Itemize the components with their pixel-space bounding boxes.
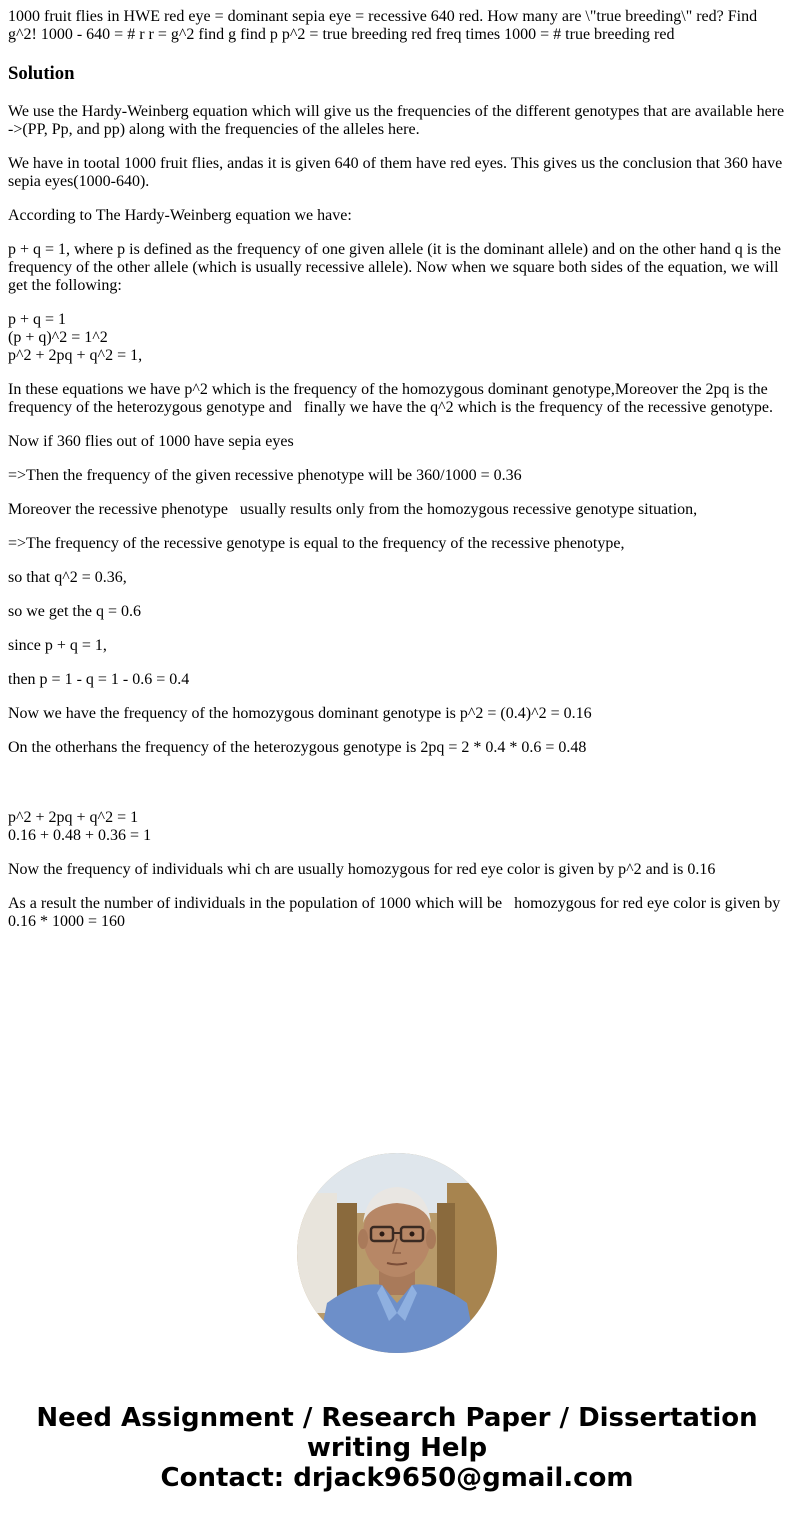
solution-paragraph: As a result the number of individuals in the population of 1000 which will be homozygous for red eye color is given by 0.16 * 1000 = 160 [8,895,785,930]
avatar [297,1153,497,1353]
solution-paragraph: We use the Hardy-Weinberg equation which will give us the frequencies of the different genotypes that are available here ->(PP, Pp, and pp) along with the frequencies of the alleles here. [8,103,789,138]
solution-paragraph: so that q^2 = 0.36, [8,569,127,586]
blank-space [8,773,786,809]
solution-paragraph: Now we have the frequency of the homozygous dominant genotype is p^2 = (0.4)^2 = 0.16 [8,705,592,722]
equation-block: p^2 + 2pq + q^2 = 1 0.16 + 0.48 + 0.36 = 1 [8,809,152,844]
solution-paragraph: On the otherhans the frequency of the heterozygous genotype is 2pq = 2 * 0.4 * 0.6 = 0.48 [8,739,587,756]
solution-paragraph: =>The frequency of the recessive genotype is equal to the frequency of the recessive phenotype, [8,535,625,552]
avatar-portrait [297,1153,497,1353]
promo-contact: Contact: drjack9650@gmail.com [160,1463,634,1493]
solution-paragraph: We have in tootal 1000 fruit flies, andas it is given 640 of them have red eyes. This gives us the conclusion that 360 have sepia eyes(1000-640). [8,155,787,190]
solution-paragraph: Now the frequency of individuals whi ch are usually homozygous for red eye color is given by p^2 and is 0.16 [8,861,716,878]
solution-paragraph: p + q = 1, where p is defined as the frequency of one given allele (it is the dominant allele) and on the other hand q is the frequency of the other allele (which is usually recessive allele). Now when we square both sides of the equation, we will get the following: [8,241,785,294]
solution-paragraph: Moreover the recessive phenotype usually results only from the homozygous recessive genotype situation, [8,501,698,518]
solution-heading: Solution [8,63,75,84]
solution-paragraph: then p = 1 - q = 1 - 0.6 = 0.4 [8,671,190,688]
question-text: 1000 fruit flies in HWE red eye = dominant sepia eye = recessive 640 red. How many are \"true breeding\" red? Find g^2! 1000 - 640 = # r r = g^2 find g find p p^2 = true breeding red freq times 1000 = # true breeding red [8,8,758,43]
promo-line: Need Assignment / Research Paper / Dissertation [36,1403,758,1433]
equation-block: p + q = 1 (p + q)^2 = 1^2 p^2 + 2pq + q^2 = 1, [8,311,143,364]
solution-paragraph: Now if 360 flies out of 1000 have sepia eyes [8,433,294,450]
solution-paragraph: so we get the q = 0.6 [8,603,141,620]
solution-paragraph: =>Then the frequency of the given recessive phenotype will be 360/1000 = 0.36 [8,467,522,484]
solution-paragraph: In these equations we have p^2 which is the frequency of the homozygous dominant genotype,Moreover the 2pq is the frequency of the heterozygous genotype and finally we have the q^2 which is the frequency of the recessive genotype. [8,381,774,416]
document-content [8,8,789,947]
promo-line: writing Help [306,1433,488,1463]
solution-paragraph: since p + q = 1, [8,637,107,654]
promo-banner [0,1403,794,1493]
solution-paragraph: According to The Hardy-Weinberg equation we have: [8,207,352,224]
